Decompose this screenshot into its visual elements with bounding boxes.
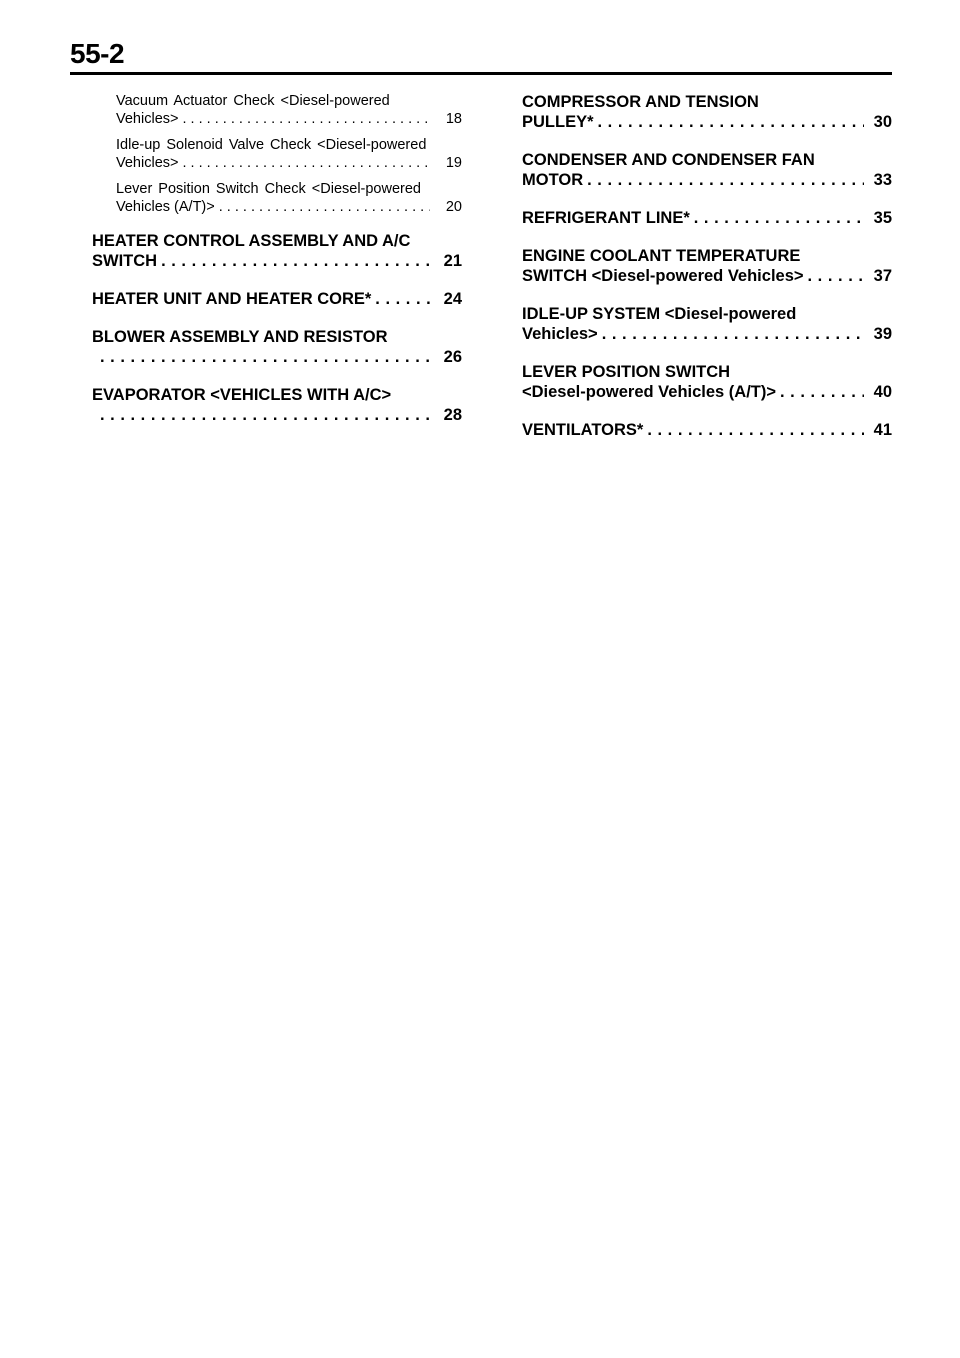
toc-page-number: 24 <box>443 290 462 308</box>
toc-entry-title: COMPRESSOR AND TENSION <box>522 93 759 111</box>
toc-page-number: 33 <box>873 171 892 189</box>
dot-leader <box>182 110 430 128</box>
dot-leader <box>808 266 864 286</box>
toc-page-number: 19 <box>445 155 462 171</box>
dot-leader <box>780 382 864 402</box>
toc-page-number: 20 <box>445 199 462 215</box>
toc-entry-title: IDLE-UP SYSTEM <Diesel-powered <box>522 305 797 323</box>
dot-leader <box>647 420 864 440</box>
toc-left-column <box>92 92 462 443</box>
toc-page-number: 37 <box>873 267 892 285</box>
dot-leader <box>587 170 864 190</box>
toc-entry-blower-assembly[interactable] <box>92 327 462 367</box>
toc-entry-idle-up-system[interactable] <box>522 304 892 344</box>
toc-entry-refrigerant-line[interactable] <box>522 208 892 228</box>
dot-leader <box>598 112 864 132</box>
toc-entry-title-cont: SWITCH <Diesel-powered Vehicles> <box>522 267 804 285</box>
dot-leader <box>100 405 434 425</box>
toc-entry-title-cont: SWITCH <box>92 252 158 270</box>
toc-entry-ventilators[interactable] <box>522 420 892 440</box>
toc-entry-title: EVAPORATOR <VEHICLES WITH A/C> <box>92 386 392 404</box>
toc-page-number: 35 <box>873 209 892 227</box>
toc-page-number: 18 <box>445 111 462 127</box>
toc-entry-title-cont: MOTOR <box>522 171 584 189</box>
toc-page-number: 41 <box>873 421 892 439</box>
toc-entry-condenser[interactable] <box>522 150 892 190</box>
toc-entry-title: Lever Position Switch Check <Diesel-powered <box>116 181 421 197</box>
toc-entry-title: Idle-up Solenoid Valve Check <Diesel-powered <box>116 137 427 153</box>
toc-entry-title: REFRIGERANT LINE* <box>522 209 690 227</box>
toc-entry-heater-control-assembly[interactable] <box>92 231 462 271</box>
toc-entry-title: HEATER UNIT AND HEATER CORE* <box>92 290 372 308</box>
toc-entry-title-cont: Vehicles (A/T)> <box>116 199 215 215</box>
toc-sub-entry-idle-up-solenoid-valve-check[interactable] <box>92 136 462 172</box>
toc-entry-engine-coolant-temperature-switch[interactable] <box>522 246 892 286</box>
dot-leader <box>161 251 434 271</box>
dot-leader <box>602 324 864 344</box>
toc-entry-title: ENGINE COOLANT TEMPERATURE <box>522 247 801 265</box>
toc-page-number: 40 <box>873 383 892 401</box>
toc-entry-title: LEVER POSITION SWITCH <box>522 363 731 381</box>
dot-leader <box>100 347 434 367</box>
toc-entry-title: CONDENSER AND CONDENSER FAN <box>522 151 815 169</box>
toc-entry-title: Vacuum Actuator Check <Diesel-powered <box>116 93 390 109</box>
toc-sub-entry-lever-position-switch-check[interactable] <box>92 180 462 216</box>
toc-entry-title-cont: <Diesel-powered Vehicles (A/T)> <box>522 383 777 401</box>
dot-leader <box>375 289 434 309</box>
toc-entry-compressor[interactable] <box>522 92 892 132</box>
toc-page-number: 39 <box>873 325 892 343</box>
toc-entry-heater-unit-and-core[interactable] <box>92 289 462 309</box>
header-rule <box>70 72 892 75</box>
toc-entry-title-cont: PULLEY* <box>522 113 594 131</box>
toc-entry-lever-position-switch[interactable] <box>522 362 892 402</box>
toc-page-number: 28 <box>443 406 462 424</box>
dot-leader <box>694 208 864 228</box>
toc-entry-title-cont: Vehicles> <box>522 325 598 343</box>
toc-page-number: 26 <box>443 348 462 366</box>
dot-leader <box>182 154 430 172</box>
toc-entry-title: HEATER CONTROL ASSEMBLY AND A/C <box>92 232 411 250</box>
toc-entry-evaporator[interactable] <box>92 385 462 425</box>
toc-entry-title-cont: Vehicles> <box>116 155 179 171</box>
toc-right-column <box>522 92 892 458</box>
toc-entry-title-cont: Vehicles> <box>116 111 179 127</box>
toc-entry-title: VENTILATORS* <box>522 421 644 439</box>
toc-sub-entry-vacuum-actuator-check[interactable] <box>92 92 462 128</box>
dot-leader <box>219 198 430 216</box>
toc-entry-title: BLOWER ASSEMBLY AND RESISTOR <box>92 328 388 346</box>
toc-page-number: 30 <box>873 113 892 131</box>
toc-page-number: 21 <box>443 252 462 270</box>
page-number: 55-2 <box>70 38 125 69</box>
